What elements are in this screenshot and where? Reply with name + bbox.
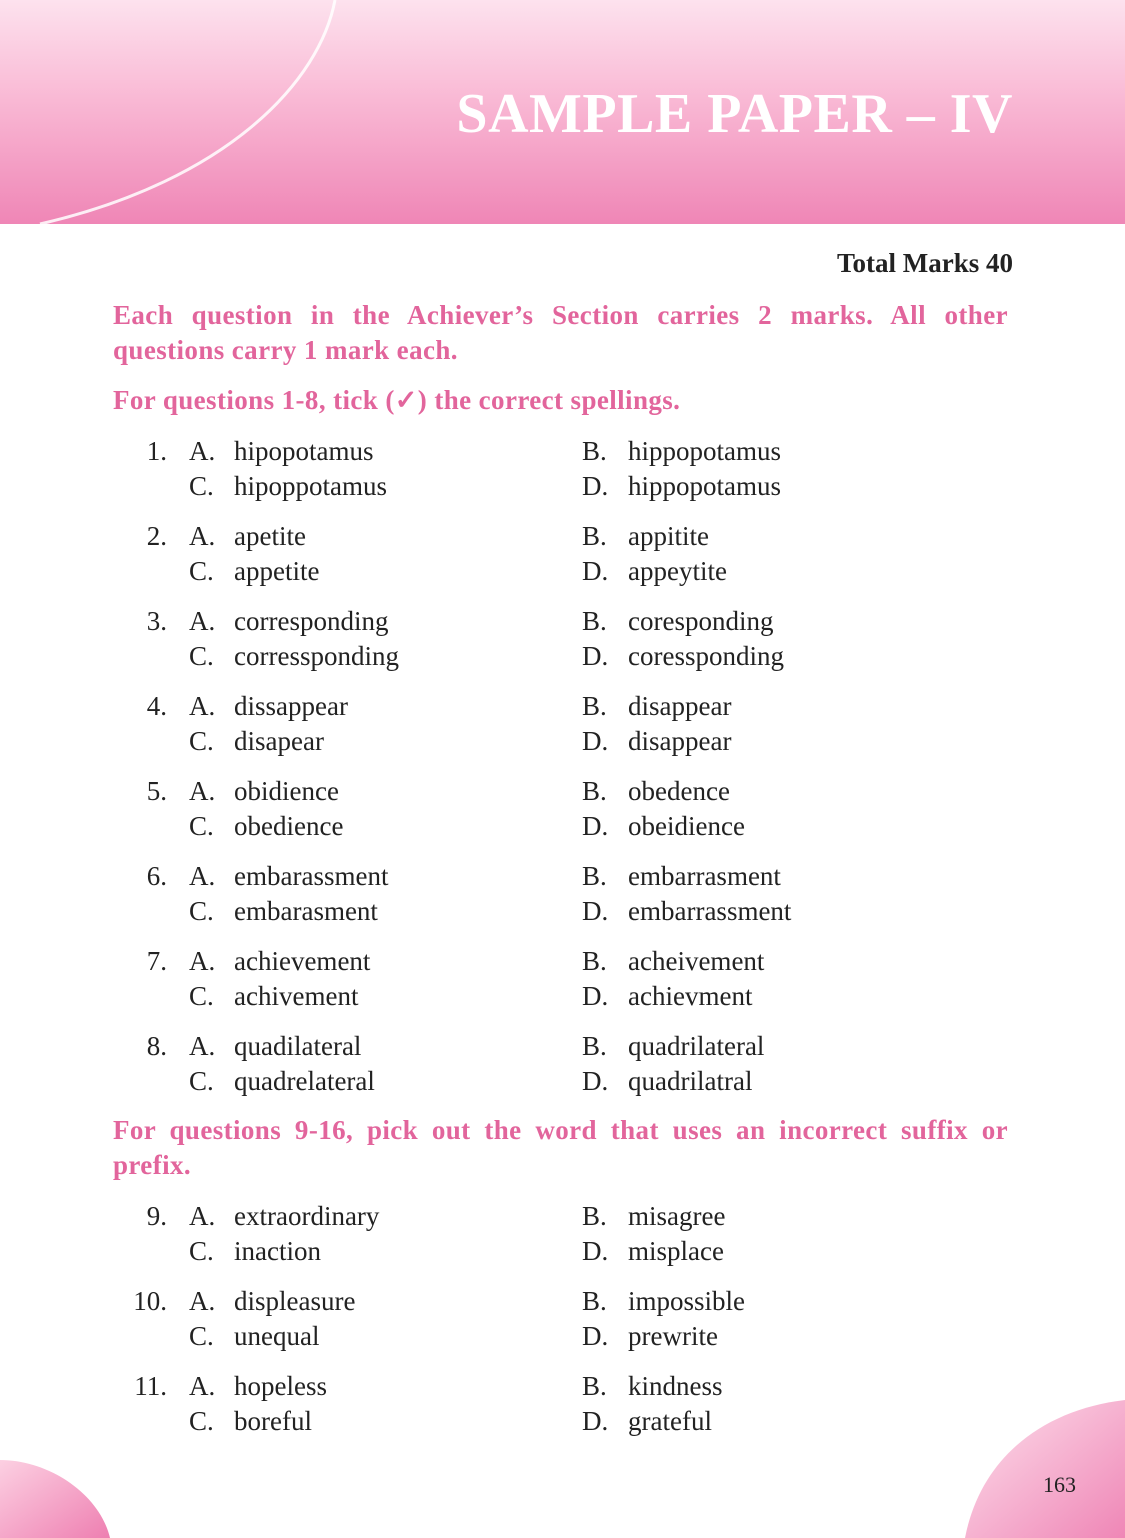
option-a[interactable]: extraordinary — [234, 1201, 380, 1231]
option-b[interactable]: hippopotamus — [628, 436, 781, 466]
option-letter-a: A. — [189, 691, 216, 721]
question-number: 5. — [146, 776, 167, 806]
option-letter-d: D. — [582, 471, 609, 501]
question-number: 6. — [146, 861, 167, 891]
question-2 — [0, 521, 1125, 593]
option-d[interactable]: quadrilatral — [628, 1066, 753, 1096]
option-d[interactable]: hippopotamus — [628, 471, 781, 501]
option-a[interactable]: achievement — [234, 946, 371, 976]
option-d[interactable]: appeytite — [628, 556, 727, 586]
question-11 — [0, 1371, 1125, 1443]
question-3 — [0, 606, 1125, 678]
option-c[interactable]: inaction — [234, 1236, 321, 1266]
option-letter-a: A. — [189, 946, 216, 976]
option-a[interactable]: obidience — [234, 776, 339, 806]
question-number: 2. — [146, 521, 167, 551]
option-letter-d: D. — [582, 1321, 609, 1351]
option-letter-b: B. — [582, 691, 607, 721]
option-d[interactable]: disappear — [628, 726, 732, 756]
option-letter-b: B. — [582, 1371, 607, 1401]
option-letter-a: A. — [189, 1201, 216, 1231]
option-letter-a: A. — [189, 1371, 216, 1401]
option-d[interactable]: grateful — [628, 1406, 712, 1436]
option-b[interactable]: appitite — [628, 521, 709, 551]
option-a[interactable]: corresponding — [234, 606, 389, 636]
option-letter-a: A. — [189, 776, 216, 806]
option-c[interactable]: disapear — [234, 726, 324, 756]
question-number: 11. — [134, 1371, 167, 1401]
option-b[interactable]: misagree — [628, 1201, 726, 1231]
question-1 — [0, 436, 1125, 508]
option-letter-c: C. — [189, 726, 214, 756]
corner-decoration-left — [0, 1450, 120, 1538]
section2-instruction: For questions 9-16, pick out the word that uses an incorrect suffix or prefix. — [113, 1115, 1008, 1180]
option-letter-c: C. — [189, 1236, 214, 1266]
option-letter-c: C. — [189, 471, 214, 501]
header-banner — [0, 0, 1125, 224]
option-letter-a: A. — [189, 606, 216, 636]
option-letter-d: D. — [582, 641, 609, 671]
option-c[interactable]: quadrelateral — [234, 1066, 375, 1096]
option-d[interactable]: achievment — [628, 981, 753, 1011]
option-c[interactable]: boreful — [234, 1406, 312, 1436]
option-letter-a: A. — [189, 1286, 216, 1316]
option-letter-b: B. — [582, 1286, 607, 1316]
question-7 — [0, 946, 1125, 1018]
question-9 — [0, 1201, 1125, 1273]
section1-instruction: For questions 1-8, tick (✓) the correct spellings. — [113, 385, 681, 415]
option-b[interactable]: disappear — [628, 691, 732, 721]
question-number: 3. — [146, 606, 167, 636]
option-letter-b: B. — [582, 436, 607, 466]
option-letter-b: B. — [582, 1201, 607, 1231]
option-a[interactable]: hopeless — [234, 1371, 327, 1401]
option-letter-c: C. — [189, 641, 214, 671]
option-letter-c: C. — [189, 1321, 214, 1351]
option-c[interactable]: embarasment — [234, 896, 378, 926]
option-letter-b: B. — [582, 1031, 607, 1061]
option-c[interactable]: hipoppotamus — [234, 471, 387, 501]
page-title: SAMPLE PAPER – IV — [456, 83, 1013, 145]
option-letter-b: B. — [582, 521, 607, 551]
page-number: 163 — [1043, 1472, 1076, 1497]
question-5 — [0, 776, 1125, 848]
option-c[interactable]: obedience — [234, 811, 344, 841]
option-letter-d: D. — [582, 1236, 609, 1266]
option-letter-d: D. — [582, 1066, 609, 1096]
option-a[interactable]: quadilateral — [234, 1031, 362, 1061]
question-number: 9. — [146, 1201, 167, 1231]
option-d[interactable]: misplace — [628, 1236, 724, 1266]
option-c[interactable]: appetite — [234, 556, 320, 586]
option-d[interactable]: embarrassment — [628, 896, 792, 926]
option-c[interactable]: corressponding — [234, 641, 399, 671]
question-number: 7. — [146, 946, 167, 976]
option-d[interactable]: obeidience — [628, 811, 745, 841]
question-number: 8. — [146, 1031, 167, 1061]
option-letter-b: B. — [582, 776, 607, 806]
general-instruction: Each question in the Achiever’s Section carries 2 marks. All other questions carry 1 mark each. — [113, 300, 1008, 365]
option-letter-c: C. — [189, 896, 214, 926]
total-marks: Total Marks 40 — [836, 248, 1013, 278]
option-letter-c: C. — [189, 1066, 214, 1096]
option-letter-c: C. — [189, 1406, 214, 1436]
option-b[interactable]: kindness — [628, 1371, 723, 1401]
option-a[interactable]: dissappear — [234, 691, 348, 721]
option-letter-d: D. — [582, 1406, 609, 1436]
option-letter-d: D. — [582, 556, 609, 586]
option-letter-d: D. — [582, 981, 609, 1011]
option-letter-a: A. — [189, 521, 216, 551]
question-10 — [0, 1286, 1125, 1358]
option-a[interactable]: hipopotamus — [234, 436, 374, 466]
option-letter-d: D. — [582, 896, 609, 926]
question-4 — [0, 691, 1125, 763]
corner-decoration-right — [960, 1400, 1125, 1538]
option-letter-d: D. — [582, 811, 609, 841]
option-letter-a: A. — [189, 1031, 216, 1061]
option-d[interactable]: prewrite — [628, 1321, 718, 1351]
option-c[interactable]: unequal — [234, 1321, 320, 1351]
option-letter-d: D. — [582, 726, 609, 756]
question-number: 4. — [146, 691, 167, 721]
option-letter-a: A. — [189, 861, 216, 891]
option-a[interactable]: embarassment — [234, 861, 389, 891]
option-letter-a: A. — [189, 436, 216, 466]
option-letter-c: C. — [189, 811, 214, 841]
option-letter-b: B. — [582, 946, 607, 976]
option-letter-c: C. — [189, 981, 214, 1011]
option-a[interactable]: displeasure — [234, 1286, 356, 1316]
option-b[interactable]: obedence — [628, 776, 730, 806]
question-number: 10. — [133, 1286, 167, 1316]
option-d[interactable]: coressponding — [628, 641, 784, 671]
option-b[interactable]: coresponding — [628, 606, 774, 636]
question-6 — [0, 861, 1125, 933]
option-b[interactable]: embarrasment — [628, 861, 781, 891]
option-c[interactable]: achivement — [234, 981, 359, 1011]
question-number: 1. — [146, 436, 167, 466]
option-b[interactable]: impossible — [628, 1286, 746, 1316]
option-b[interactable]: acheivement — [628, 946, 765, 976]
question-8 — [0, 1031, 1125, 1103]
option-letter-b: B. — [582, 606, 607, 636]
option-letter-c: C. — [189, 556, 214, 586]
option-letter-b: B. — [582, 861, 607, 891]
option-b[interactable]: quadrilateral — [628, 1031, 765, 1061]
option-a[interactable]: apetite — [234, 521, 306, 551]
